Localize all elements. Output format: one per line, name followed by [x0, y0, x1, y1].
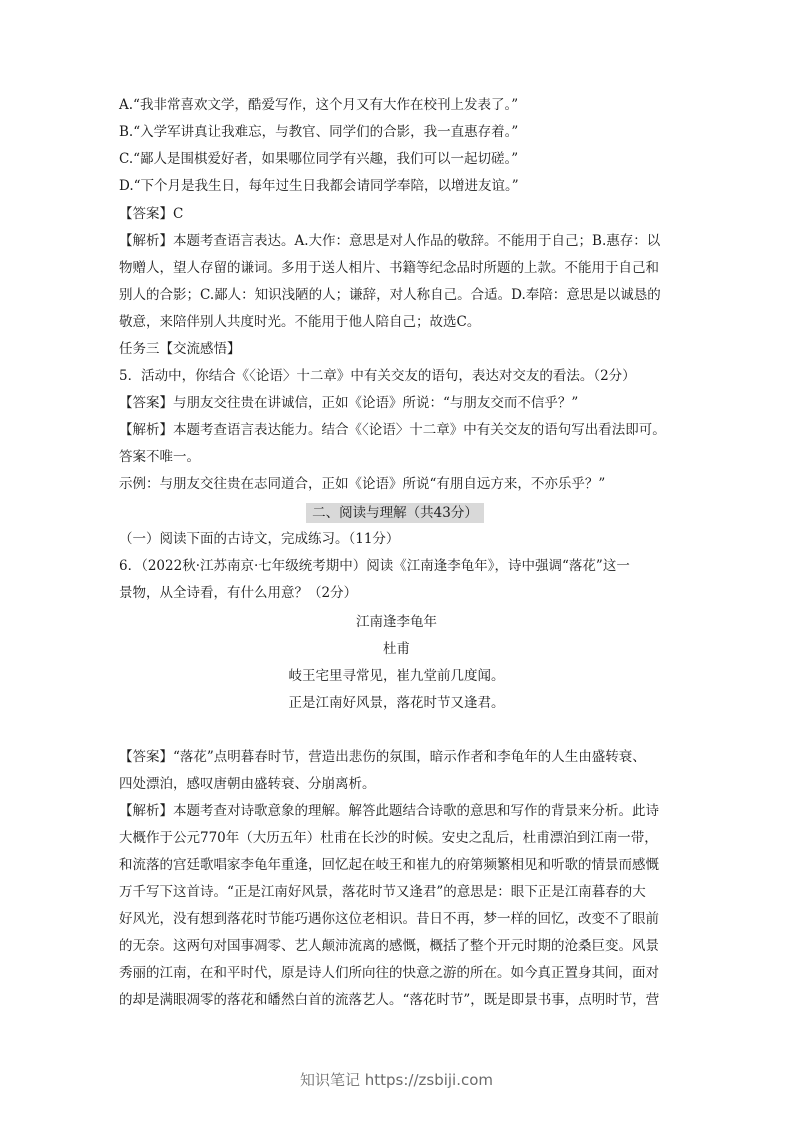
- q6-analysis-line: 【解析】本题考查对诗歌意象的理解。解答此题结合诗歌的意思和写作的背景来分析。此诗: [119, 803, 659, 819]
- q4-analysis-line: 别人的合影；C.鄙人：知识浅陋的人；谦辞，对人称自己。合适。D.奉陪：意思是以诚恳的: [119, 287, 661, 303]
- q6-analysis-line: 的无奈。这两句对国事凋零、艺人颠沛流离的感慨，概括了整个开元时期的沧桑巨变。风景: [119, 938, 659, 954]
- q6-answer-line: 【答案】“落花”点明暮春时节，营造出悲伤的氛围，暗示作者和李龟年的人生由盛转衰、: [119, 749, 646, 765]
- poem-line: 岐王宅里寻常见，崔九堂前几度闻。: [288, 668, 505, 684]
- q4-answer: 【答案】C: [119, 206, 184, 222]
- q6-answer-line: 四处漂泊，感叹唐朝由盛转衰、分崩离析。: [119, 776, 376, 792]
- q6-analysis-line: 万千写下这首诗。“正是江南好风景，落花时节又逢君”的意思是：眼下正是江南暮春的大: [119, 884, 646, 900]
- q5-question: 5．活动中，你结合《〈论语〉十二章》中有关交友的语句，表达对交友的看法。（2分）: [119, 368, 636, 384]
- option-d: D.“下个月是我生日，每年过生日我都会请同学奉陪，以增进友谊。”: [119, 178, 519, 194]
- q6-analysis-line: 的却是满眼凋零的落花和皤然白首的流落艺人。“落花时节”，既是即景书事，点明时节，营: [119, 992, 660, 1008]
- option-c: C.“鄙人是围棋爱好者，如果哪位同学有兴趣，我们可以一起切磋。”: [119, 151, 519, 167]
- poem-title: 江南逢李龟年: [356, 614, 437, 630]
- q6-question-line: 景物，从全诗看，有什么用意？（2分）: [119, 585, 358, 601]
- footer-watermark: 知识笔记 https://zsbiji.com: [299, 1071, 494, 1089]
- poem-line: 正是江南好风景，落花时节又逢君。: [288, 695, 505, 711]
- q4-analysis-line: 敬意，来陪伴别人共度时光。不能用于他人陪自己；故选C。: [119, 314, 481, 330]
- q6-analysis-line: 大概作于公元770年（大历五年）杜甫在长沙的时候。安史之乱后，杜甫漂泊到江南一带，: [119, 830, 658, 846]
- task3-heading: 任务三【交流感悟】: [119, 341, 241, 357]
- q6-analysis-line: 好风光，没有想到落花时节能巧遇你这位老相识。昔日不再，梦一样的回忆，改变不了眼前: [119, 911, 659, 927]
- section-2-title: 二、阅读与理解（共43分）: [306, 503, 484, 523]
- part1-intro: （一）阅读下面的古诗文，完成练习。（11分）: [119, 531, 400, 547]
- q5-example: 示例：与朋友交往贵在志同道合，正如《论语》所说“有朋自远方来，不亦乐乎？”: [119, 476, 606, 492]
- option-a: A.“我非常喜欢文学，酷爱写作，这个月又有大作在校刊上发表了。”: [119, 97, 519, 113]
- poem-author: 杜甫: [383, 641, 410, 657]
- q5-analysis-line: 【解析】本题考查语言表达能力。结合《〈论语〉十二章》中有关交友的语句写出看法即可。: [119, 422, 666, 438]
- q6-question-line: 6．（2022秋·江苏南京·七年级统考期中）阅读《江南逢李龟年》，诗中强调“落花”这一: [119, 558, 630, 574]
- q4-analysis-line: 物赠人，望人存留的谦词。多用于送人相片、书籍等纪念品时所题的上款。不能用于自己和: [119, 260, 659, 276]
- q6-analysis-line: 秀丽的江南，在和平时代，原是诗人们所向往的快意之游的所在。如今真正置身其间，面对: [119, 965, 659, 981]
- option-b: B.“入学军讲真让我难忘，与教官、同学们的合影，我一直惠存着。”: [119, 124, 519, 140]
- q6-analysis-line: 和流落的宫廷歌唱家李龟年重逢，回忆起在岐王和崔九的府第频繁相见和听歌的情景而感慨: [119, 857, 659, 873]
- q5-analysis-line: 答案不唯一。: [119, 449, 200, 465]
- q5-answer: 【答案】与朋友交往贵在讲诚信，正如《论语》所说：“与朋友交而不信乎？”: [119, 395, 579, 411]
- q4-analysis-line: 【解析】本题考查语言表达。A.大作：意思是对人作品的敬辞。不能用于自己；B.惠存：以: [119, 233, 661, 249]
